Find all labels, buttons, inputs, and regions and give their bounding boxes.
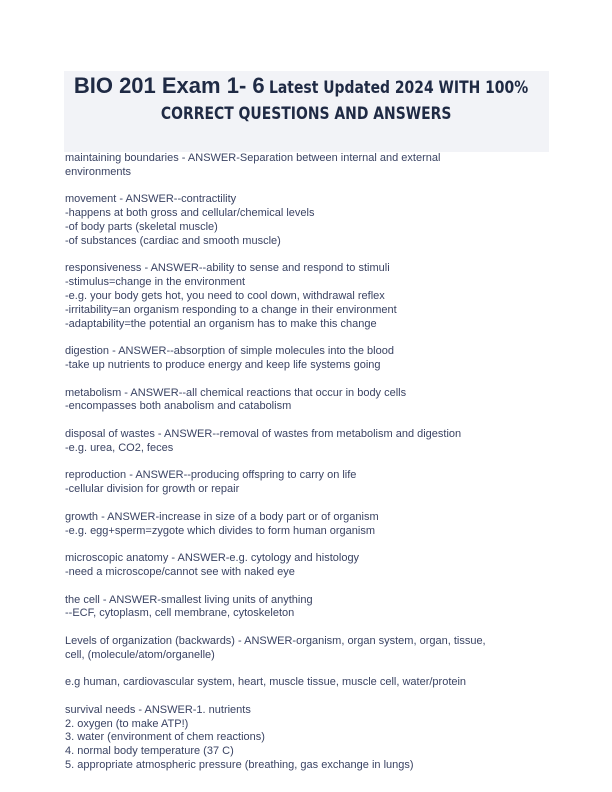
title-banner [64,71,549,152]
title-condensed-part1: Latest Updated 2024 WITH 100% [269,78,529,98]
qa-answer-line: 5. appropriate atmospheric pressure (breathing, gas exchange in lungs) [65,759,414,772]
qa-question-line: survival needs - ANSWER-1. nutrients [65,703,251,716]
qa-answer-line: -of substances (cardiac and smooth muscle) [65,234,281,247]
qa-question-line: movement - ANSWER--contractility [65,193,237,206]
qa-answer-line: -stimulus=change in the environment [65,276,246,289]
qa-answer-line: environments [65,165,132,178]
qa-entry [65,428,545,456]
qa-answer-line: 3. water (environment of chem reactions) [65,731,265,744]
qa-entry [65,676,545,690]
qa-answer-line: -cellular division for growth or repair [65,483,240,496]
qa-answer-line: -take up nutrients to produce energy and keep life systems going [65,358,381,371]
qa-answer-line: -e.g. urea, CO2, feces [65,441,174,454]
qa-entry [65,262,545,331]
qa-question-line: the cell - ANSWER-smallest living units of anything [65,593,313,606]
qa-question-line: metabolism - ANSWER--all chemical reactions that occur in body cells [65,386,407,399]
qa-entry [65,594,545,622]
qa-answer-line: --ECF, cytoplasm, cell membrane, cytoskeleton [65,607,295,620]
qa-entry [65,152,545,180]
qa-entry [65,469,545,497]
qa-answer-line: -encompasses both anabolism and catabolism [65,400,292,413]
qa-question-line: reproduction - ANSWER--producing offspring to carry on life [65,469,357,482]
qa-question-line: Levels of organization (backwards) - ANSWER-organism, organ system, organ, tissue, [65,634,486,647]
title-line-2 [64,104,549,124]
qa-answer-line: -happens at both gross and cellular/chemical levels [65,207,315,220]
qa-entry [65,193,545,248]
qa-answer-line: -adaptability=the potential an organism has to make this change [65,317,377,330]
qa-entry [65,635,545,663]
qa-answer-line: -of body parts (skeletal muscle) [65,220,218,233]
qa-answer-line: -e.g. your body gets hot, you need to cool down, withdrawal reflex [65,289,385,302]
qa-entry [65,552,545,580]
qa-answer-line: cell, (molecule/atom/organelle) [65,648,215,661]
qa-answer-line: 4. normal body temperature (37 C) [65,745,234,758]
qa-question-line: microscopic anatomy - ANSWER-e.g. cytology and histology [65,552,360,565]
qa-answer-line: -irritability=an organism responding to a change in their environment [65,303,397,316]
qa-answer-line: 2. oxygen (to make ATP!) [65,717,189,730]
qa-answer-line: -e.g. egg+sperm=zygote which divides to form human organism [65,524,375,537]
title-line-1 [64,73,549,99]
qa-entry [65,511,545,539]
qa-list [65,152,545,787]
qa-question-line: e.g human, cardiovascular system, heart, muscle tissue, muscle cell, water/protein [65,676,467,689]
qa-question-line: maintaining boundaries - ANSWER-Separation between internal and external [65,152,441,164]
qa-question-line: digestion - ANSWER--absorption of simple molecules into the blood [65,345,394,358]
title-main: BIO 201 Exam 1- 6 [73,73,265,98]
qa-entry [65,387,545,415]
title-condensed-part2: CORRECT QUESTIONS AND ANSWERS [161,104,452,124]
qa-entry [65,704,545,773]
qa-answer-line: -need a microscope/cannot see with naked eye [65,565,295,578]
qa-question-line: responsiveness - ANSWER--ability to sense and respond to stimuli [65,262,390,275]
qa-entry [65,345,545,373]
qa-question-line: disposal of wastes - ANSWER--removal of wastes from metabolism and digestion [65,427,462,440]
qa-question-line: growth - ANSWER-increase in size of a body part or of organism [65,510,379,523]
